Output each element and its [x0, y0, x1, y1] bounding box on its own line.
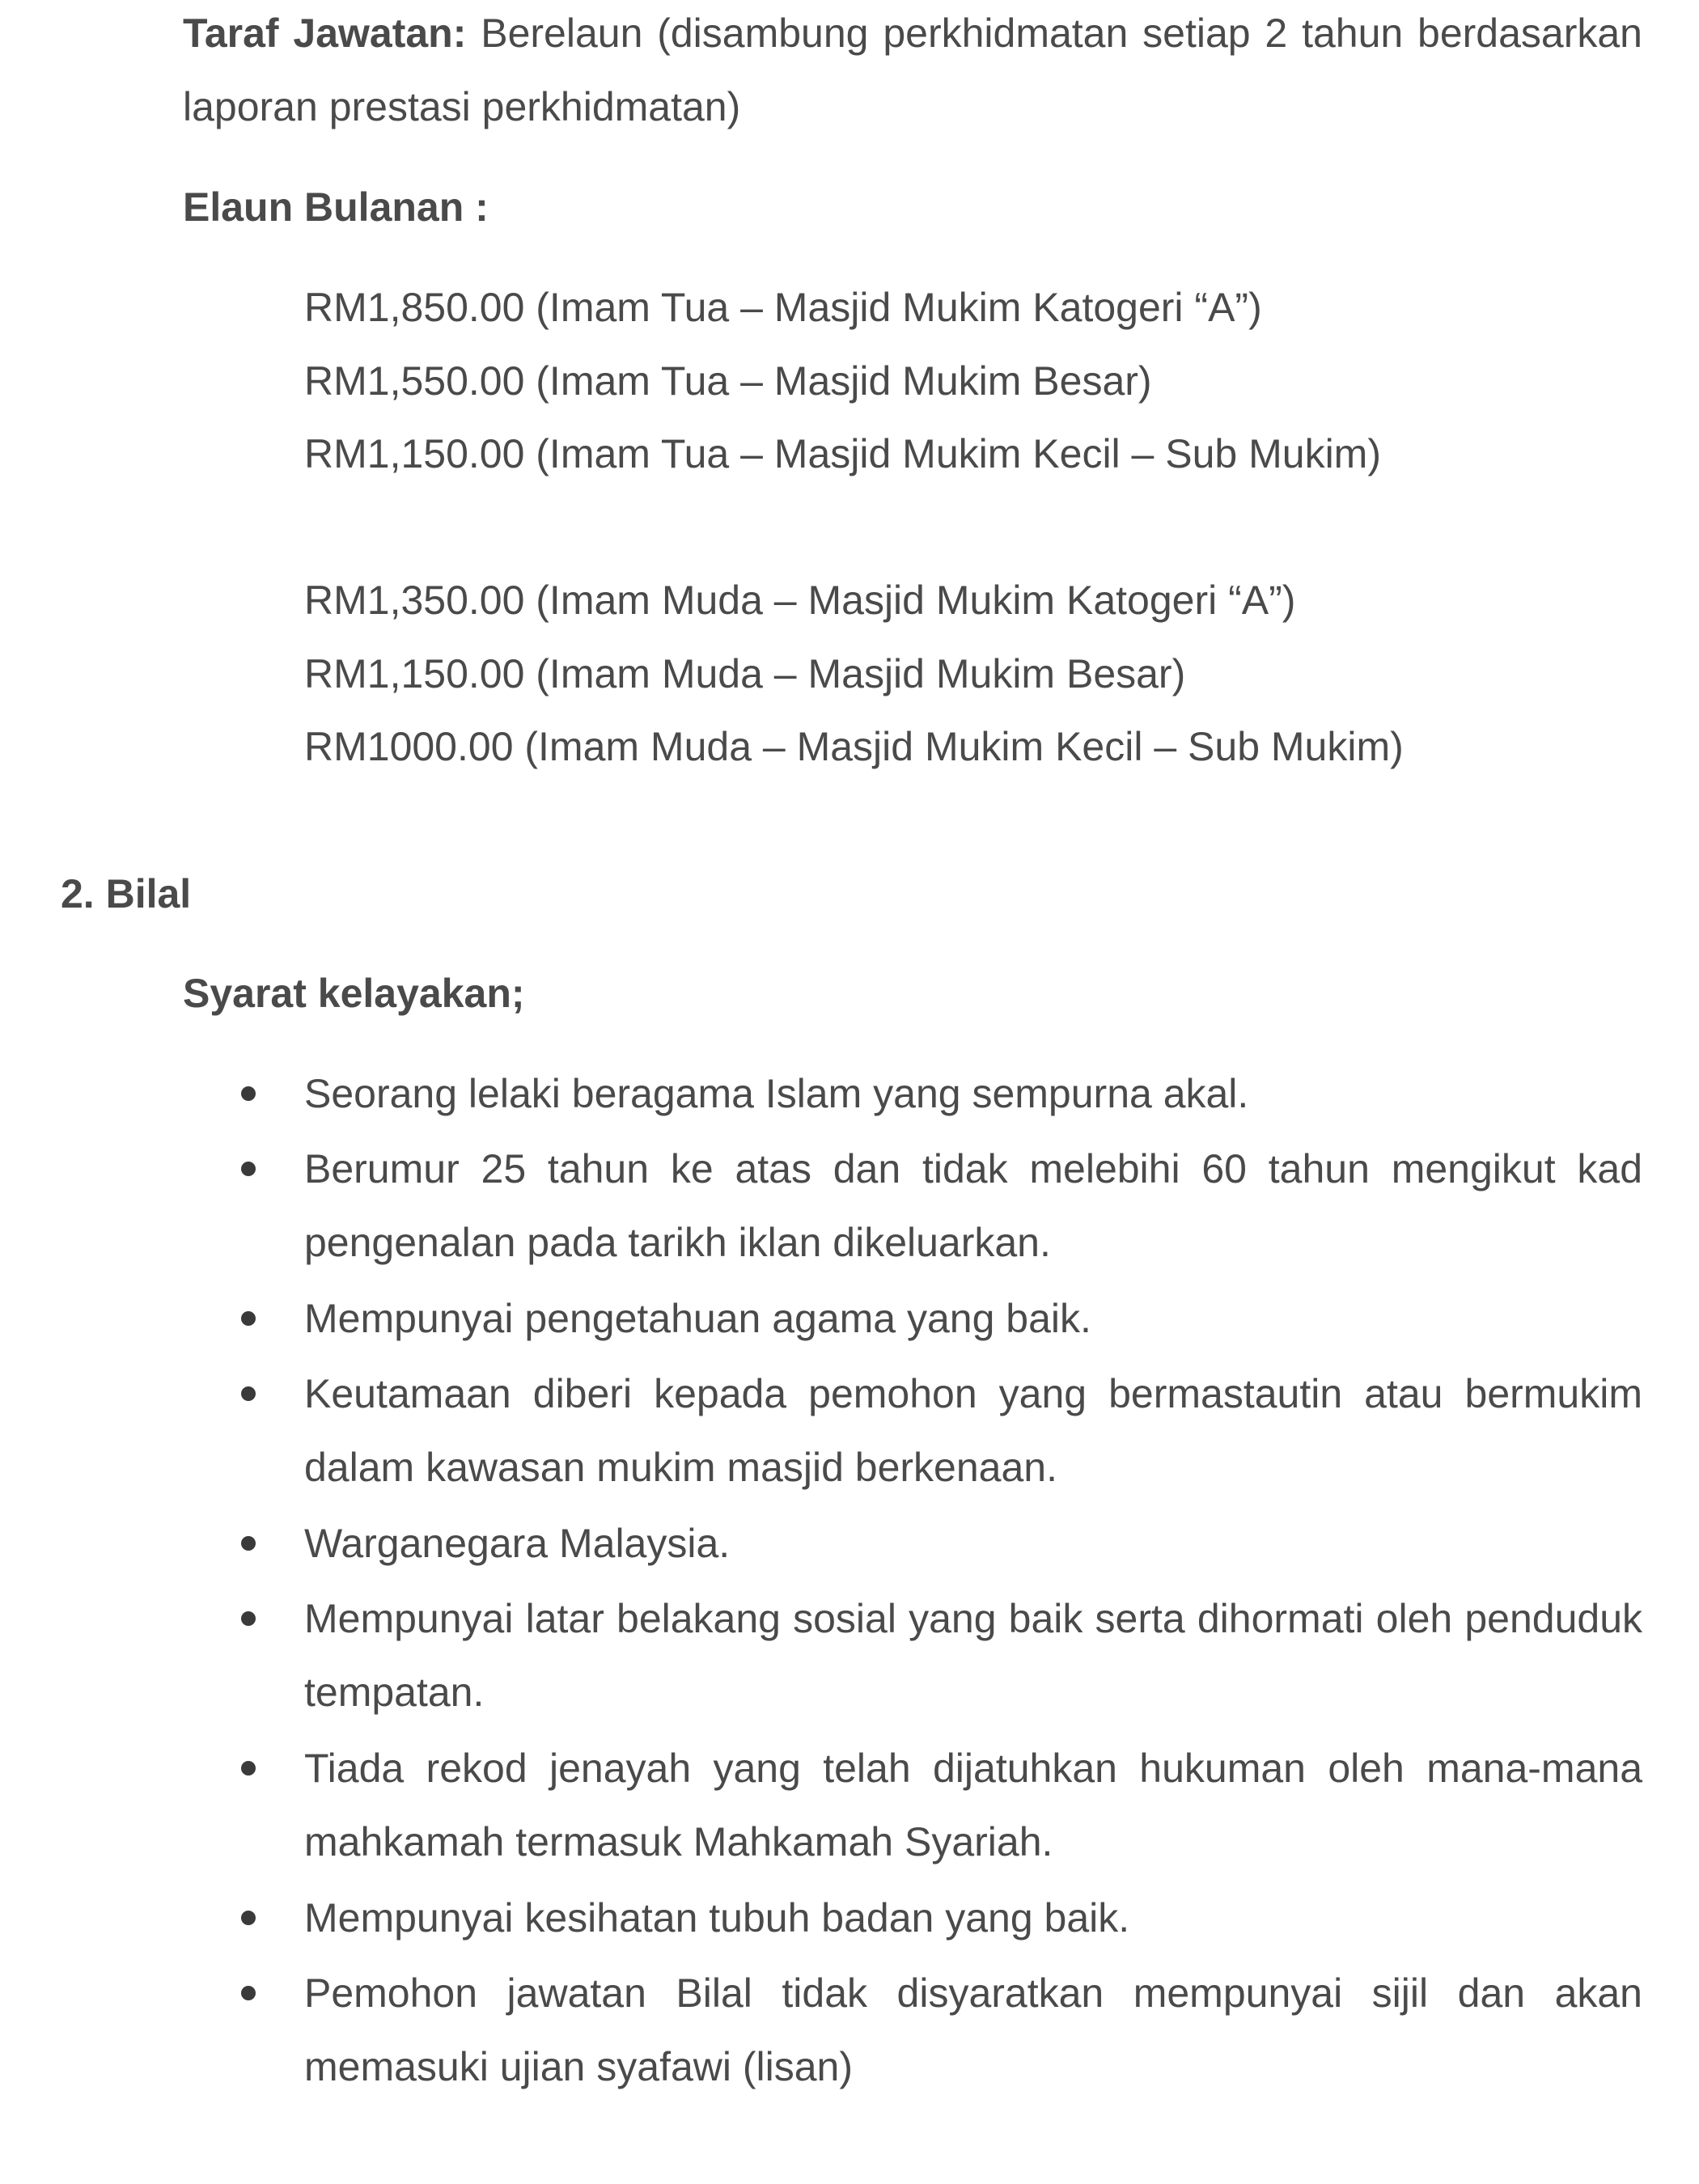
list-item-text: Berumur 25 tahun ke atas dan tidak melebihi 60 tahun mengikut kad pengenalan pada tarikh iklan dikeluarkan. — [304, 1146, 1642, 1265]
section-title-bilal: 2. Bilal — [61, 871, 192, 916]
list-item — [304, 1582, 1642, 1729]
list-item — [304, 1282, 1642, 1356]
list-item-text: Keutamaan diberi kepada pemohon yang bermastautin atau bermukim dalam kawasan mukim masjid berkenaan. — [304, 1371, 1642, 1490]
list-item-text: Mempunyai kesihatan tubuh badan yang baik. — [304, 1895, 1130, 1941]
elaun-bulanan-heading: Elaun Bulanan : — [183, 184, 489, 230]
list-item — [304, 1732, 1642, 1879]
list-item-text: Tiada rekod jenayah yang telah dijatuhkan hukuman oleh mana-mana mahkamah termasuk Mahkamah Syariah. — [304, 1746, 1642, 1864]
list-item — [304, 1507, 1642, 1581]
list-item-text: Warganegara Malaysia. — [304, 1521, 731, 1566]
list-item-text: Mempunyai latar belakang sosial yang baik serta dihormati oleh penduduk tempatan. — [304, 1596, 1642, 1715]
taraf-jawatan-text: Berelaun (disambung perkhidmatan setiap 2 tahun berdasarkan laporan prestasi perkhidmatan) — [183, 11, 1642, 129]
list-item — [304, 1957, 1642, 2104]
taraf-jawatan-paragraph — [183, 0, 1642, 144]
bullet-icon — [241, 1611, 256, 1626]
allowance-imam-muda-a: RM1,350.00 (Imam Muda – Masjid Mukim Katogeri “A”) — [304, 578, 1296, 623]
list-item — [304, 1132, 1642, 1280]
list-item-text: Seorang lelaki beragama Islam yang sempurna akal. — [304, 1071, 1249, 1116]
bullet-icon — [241, 1536, 256, 1551]
list-item — [304, 1881, 1642, 1955]
allowance-imam-muda-kecil: RM1000.00 (Imam Muda – Masjid Mukim Kecil – Sub Mukim) — [304, 724, 1404, 769]
allowance-imam-tua-a: RM1,850.00 (Imam Tua – Masjid Mukim Katogeri “A”) — [304, 285, 1262, 330]
bullet-icon — [241, 1386, 256, 1401]
list-item — [304, 1057, 1642, 1131]
bullet-icon — [241, 1311, 256, 1326]
allowance-imam-tua-kecil: RM1,150.00 (Imam Tua – Masjid Mukim Kecil – Sub Mukim) — [304, 431, 1381, 476]
list-item — [304, 1357, 1642, 1505]
bullet-icon — [241, 1911, 256, 1925]
taraf-jawatan-label: Taraf Jawatan: — [183, 11, 467, 56]
list-item-text: Mempunyai pengetahuan agama yang baik. — [304, 1296, 1091, 1341]
allowance-imam-tua-besar: RM1,550.00 (Imam Tua – Masjid Mukim Besar) — [304, 358, 1152, 404]
bullet-icon — [241, 1086, 256, 1101]
bullet-icon — [241, 1761, 256, 1776]
allowance-imam-muda-besar: RM1,150.00 (Imam Muda – Masjid Mukim Besar) — [304, 651, 1186, 696]
list-item-text: Pemohon jawatan Bilal tidak disyaratkan mempunyai sijil dan akan memasuki ujian syafawi (lisan) — [304, 1970, 1642, 2089]
bullet-icon — [241, 1986, 256, 2000]
syarat-kelayakan-heading: Syarat kelayakan; — [183, 971, 525, 1016]
bullet-icon — [241, 1162, 256, 1176]
